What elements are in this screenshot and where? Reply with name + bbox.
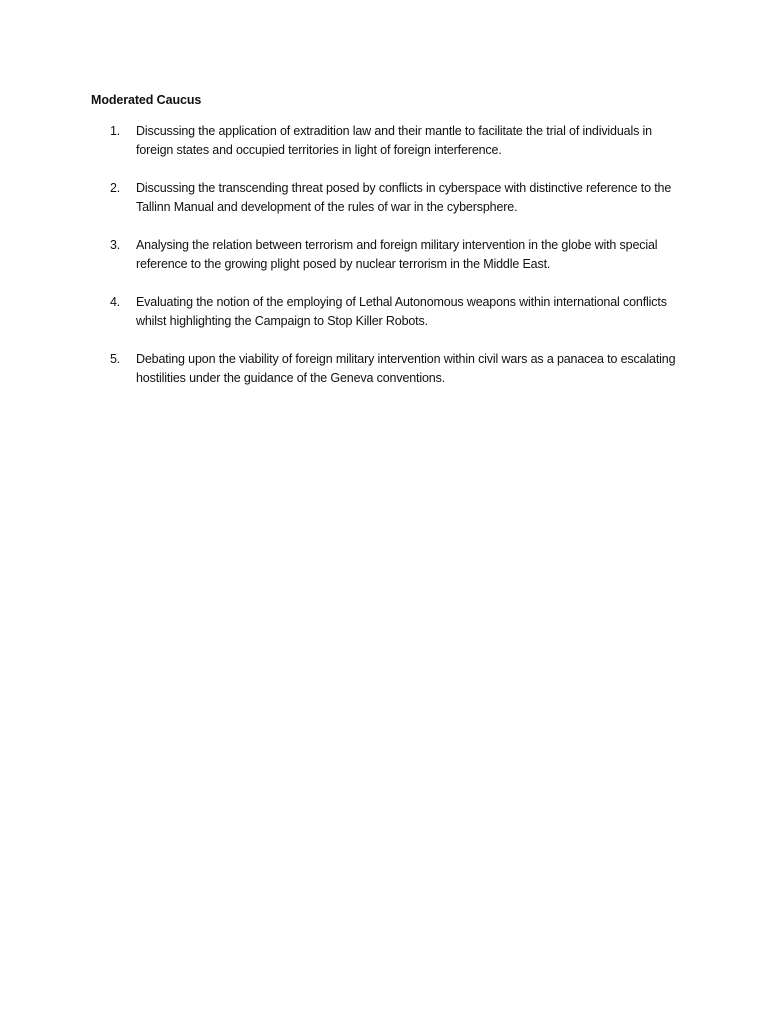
list-item-text: Discussing the transcending threat posed by conflicts in cyberspace with distinctive reference to the Tallinn Manual and development of the rules of war in the cybersphere. <box>136 181 672 214</box>
list-item-text: Discussing the application of extradition law and their mantle to facilitate the trial of individuals in foreign states and occupied territories in light of foreign interference. <box>136 124 652 157</box>
list-item <box>110 236 690 274</box>
section-heading: Moderated Caucus <box>91 93 202 107</box>
list-item-number: 1. <box>110 124 121 138</box>
list-item-text: Evaluating the notion of the employing of Lethal Autonomous weapons within international conflicts whilst highlighting the Campaign to Stop Killer Robots. <box>136 295 667 328</box>
list-item-number: 3. <box>110 238 121 252</box>
list-item-number: 4. <box>110 295 121 309</box>
list-item-number: 2. <box>110 181 121 195</box>
list-item-text: Analysing the relation between terrorism and foreign military intervention in the globe with special reference to the growing plight posed by nuclear terrorism in the Middle East. <box>136 238 658 271</box>
list-item <box>110 122 690 160</box>
topic-list <box>110 122 690 407</box>
list-item <box>110 350 690 388</box>
list-item <box>110 293 690 331</box>
list-item-text: Debating upon the viability of foreign military intervention within civil wars as a panacea to escalating hostilities under the guidance of the Geneva conventions. <box>136 352 676 385</box>
list-item-number: 5. <box>110 352 121 366</box>
list-item <box>110 179 690 217</box>
